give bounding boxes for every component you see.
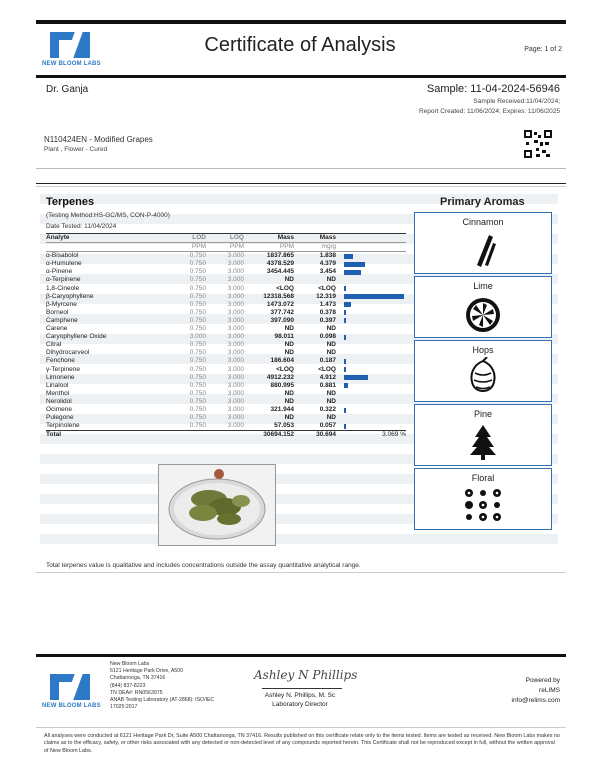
mass-ppm-cell: ND (284, 414, 294, 422)
divider (36, 168, 566, 169)
loq-cell: 3.000 (227, 365, 244, 373)
cinnamon-icon (463, 229, 503, 269)
mass-ppm-cell: <LOQ (276, 284, 294, 292)
analyte-cell: Carene (46, 325, 68, 333)
mass-ppm-cell: 186.604 (270, 357, 294, 365)
lab-anab: ANAB Testing Laboratory (AT-2868): ISO/IEC (110, 697, 215, 704)
table-row (46, 414, 406, 422)
aroma-label: Floral (471, 473, 495, 483)
col-loq: LOQ (206, 234, 244, 243)
terpenes-title: Terpenes (46, 196, 95, 208)
mass-ppm-cell: 377.742 (270, 308, 294, 316)
header-rule (36, 75, 566, 78)
loq-cell: 3.000 (227, 268, 244, 276)
table-row (46, 325, 406, 333)
signer-block (240, 691, 360, 709)
unit-analyte (46, 243, 166, 252)
level-bar (344, 318, 346, 323)
mass-mgg-cell: 1.473 (319, 300, 336, 308)
mass-mgg-cell: 12.319 (316, 292, 336, 300)
signer-title: Laboratory Director (272, 701, 328, 708)
mass-ppm-cell: 57.053 (274, 422, 294, 430)
mass-mgg-cell: 4.912 (319, 373, 336, 381)
aroma-card-floral (414, 468, 552, 530)
loq-cell: 3.000 (227, 260, 244, 268)
logo-text: NEW BLOOM LABS (42, 61, 101, 67)
lod-cell: 0.750 (189, 373, 206, 381)
aroma-card-lime (414, 276, 552, 338)
powered-by-block (512, 676, 561, 706)
analyte-cell: Dihydrocarveol (46, 349, 90, 357)
mass-mgg-cell: 4.379 (319, 260, 336, 268)
table-row (46, 309, 406, 317)
report-dates: Report Created: 11/06/2024; Expires: 11/06/2025 (418, 108, 560, 115)
lod-cell: 0.750 (189, 381, 206, 389)
analyte-cell: Linalool (46, 381, 69, 389)
mass-mgg-cell: 0.322 (319, 405, 336, 413)
pine-icon (463, 421, 503, 461)
page-title: Certificate of Analysis (204, 34, 396, 56)
mass-mgg-cell: 0.187 (319, 357, 336, 365)
aroma-label: Cinnamon (462, 217, 504, 227)
lod-cell: 0.750 (189, 292, 206, 300)
date-tested: Date Tested: 11/04/2024 (46, 223, 117, 230)
footer-rule (36, 654, 566, 657)
lod-cell: 0.750 (189, 308, 206, 316)
col-lod: LOD (166, 234, 206, 243)
level-bar (344, 335, 346, 340)
aroma-card-hops (414, 340, 552, 402)
analyte-cell: Borneol (46, 308, 69, 316)
mass-ppm-cell: ND (284, 349, 294, 357)
table-row (46, 382, 406, 390)
sample-photo (158, 464, 276, 546)
mass-mgg-cell: 0.378 (319, 308, 336, 316)
unit-lod: PPM (166, 243, 206, 252)
mass-ppm-cell: 397.090 (270, 316, 294, 324)
table-row (46, 268, 406, 276)
loq-cell: 3.000 (227, 252, 244, 260)
disclaimer-rule (36, 727, 566, 728)
mass-ppm-cell: ND (284, 397, 294, 405)
loq-cell: 3.000 (227, 276, 244, 284)
mass-mgg-cell: 0.098 (319, 333, 336, 341)
mass-ppm-cell: 98.011 (274, 333, 294, 341)
lod-cell: 0.750 (189, 260, 206, 268)
table-units-row (46, 243, 406, 252)
lod-cell: 0.750 (189, 389, 206, 397)
analyte-cell: γ-Terpinene (46, 365, 80, 373)
analyte-cell: Ocimene (46, 405, 73, 413)
disclaimer: All analyses were conducted at 6121 Heritage Park Dr, Suite A500 Chattanooga, TN 37416. Results published on this certificate relate only to the items tested. Items are tested as received. New Bloom Labs makes no claims as to the efficacy, safety, or other risks associated with any detected or non-detected level of any compounds reported herein. This Certificate shall not be reproduced except in full, without the written approval of New Bloom Labs. (44, 733, 560, 754)
loq-cell: 3.000 (227, 349, 244, 357)
strain-name: N110424EN - Modified Grapes (44, 135, 153, 144)
col-analyte: Analyte (46, 234, 166, 243)
total-label: Total (46, 431, 166, 440)
aroma-card-pine (414, 404, 552, 466)
powered-by-email[interactable]: info@relims.com (511, 697, 560, 704)
analyte-cell: α-Terpinene (46, 276, 81, 284)
director-signature: Ashley N Phillips (254, 668, 358, 682)
mass-ppm-cell: ND (284, 276, 294, 284)
loq-cell: 3.000 (227, 300, 244, 308)
powered-by-name: reLIMS (539, 687, 560, 694)
panel-top-rule-2 (36, 186, 566, 187)
loq-cell: 3.000 (227, 333, 244, 341)
analyte-cell: Limonene (46, 373, 75, 381)
mass-mgg-cell: ND (326, 349, 336, 357)
level-bar (344, 408, 346, 413)
mass-ppm-cell: ND (284, 325, 294, 333)
sample-received: Sample Received:11/04/2024; (473, 98, 560, 105)
table-row (46, 252, 406, 261)
lod-cell: 0.750 (189, 325, 206, 333)
table-row (46, 357, 406, 365)
loq-cell: 3.000 (227, 284, 244, 292)
page-number: Page: 1 of 2 (524, 46, 562, 53)
loq-cell: 3.000 (227, 405, 244, 413)
table-row (46, 422, 406, 431)
loq-cell: 3.000 (227, 422, 244, 430)
lod-cell: 0.750 (189, 405, 206, 413)
total-mgg: 30.694 (294, 431, 336, 440)
analyte-cell: Pulegone (46, 414, 74, 422)
qr-code-icon (524, 130, 552, 158)
mass-ppm-cell: 1837.865 (266, 252, 294, 260)
loq-cell: 3.000 (227, 389, 244, 397)
lab-dea: TN DEA#: RN0563975 (110, 689, 163, 696)
table-row (46, 398, 406, 406)
table-row (46, 301, 406, 309)
table-row (46, 333, 406, 341)
loq-cell: 3.000 (227, 381, 244, 389)
loq-cell: 3.000 (227, 373, 244, 381)
col-mass-mgg: Mass (294, 234, 336, 243)
analyte-cell: α-Pinene (46, 268, 73, 276)
level-bar (344, 424, 346, 429)
terpenes-footnote: Total terpenes value is qualitative and includes concentrations outside the assay quantitative analytical range. (46, 562, 361, 569)
lod-cell: 0.750 (189, 300, 206, 308)
mass-mgg-cell: 3.454 (319, 268, 336, 276)
unit-loq: PPM (206, 243, 244, 252)
mass-ppm-cell: 3454.445 (266, 268, 294, 276)
footer-logo (50, 674, 90, 700)
signer-name: Ashley N. Phillips, M. Sc (264, 692, 336, 699)
level-bar (344, 310, 346, 315)
mass-ppm-cell: ND (284, 389, 294, 397)
lod-cell: 0.750 (189, 357, 206, 365)
mass-mgg-cell: ND (326, 325, 336, 333)
terpenes-table-body (46, 252, 406, 431)
analyte-cell: Fenchone (46, 357, 75, 365)
loq-cell: 3.000 (227, 341, 244, 349)
lod-cell: 0.750 (189, 276, 206, 284)
mass-mgg-cell: ND (326, 397, 336, 405)
level-bar (344, 375, 368, 380)
table-row (46, 341, 406, 349)
lab-address (110, 661, 214, 711)
analyte-cell: Terpinolene (46, 422, 80, 430)
aroma-label: Hops (472, 345, 494, 355)
aroma-label: Pine (473, 409, 492, 419)
hops-icon (463, 357, 503, 397)
lab-phone: (844) 837-8223 (110, 682, 146, 689)
aroma-card-cinnamon (414, 212, 552, 274)
table-row (46, 276, 406, 284)
mass-mgg-cell: 0.881 (319, 381, 336, 389)
mass-ppm-cell: <LOQ (276, 365, 294, 373)
lod-cell: 0.750 (189, 341, 206, 349)
signature-line (262, 688, 342, 689)
table-row (46, 390, 406, 398)
table-row (46, 406, 406, 414)
panel-top-rule (36, 183, 566, 184)
mass-mgg-cell: <LOQ (318, 365, 336, 373)
lod-cell: 0.750 (189, 349, 206, 357)
lod-cell: 0.750 (189, 414, 206, 422)
mass-ppm-cell: ND (284, 341, 294, 349)
analyte-cell: Camphene (46, 316, 78, 324)
footer-logo-text: NEW BLOOM LABS (42, 703, 101, 709)
table-header-row (46, 234, 406, 243)
footnote-rule (36, 572, 566, 573)
top-rule (36, 20, 566, 24)
analyte-cell: α-Humulene (46, 260, 82, 268)
lod-cell: 0.750 (189, 365, 206, 373)
analyte-cell: Menthol (46, 389, 70, 397)
loq-cell: 3.000 (227, 325, 244, 333)
mass-mgg-cell: ND (326, 389, 336, 397)
lod-cell: 0.750 (189, 397, 206, 405)
mass-ppm-cell: 4912.232 (266, 373, 294, 381)
analyte-cell: β-Myrcene (46, 300, 77, 308)
mass-ppm-cell: 12318.568 (263, 292, 294, 300)
floral-icon (463, 485, 503, 525)
analyte-cell: Citral (46, 341, 62, 349)
table-row (46, 366, 406, 374)
level-bar (344, 359, 346, 364)
loq-cell: 3.000 (227, 292, 244, 300)
mass-ppm-cell: 1473.072 (266, 300, 294, 308)
mass-mgg-cell: 0.057 (319, 422, 336, 430)
powered-by-label: Powered by (525, 677, 560, 684)
col-bar (336, 234, 406, 243)
analyte-cell: 1,8-Cineole (46, 284, 80, 292)
lod-cell: 3.000 (189, 333, 206, 341)
level-bar (344, 367, 346, 372)
unit-mgg: mg/g (294, 243, 336, 252)
level-bar (344, 270, 361, 275)
total-ppm: 30694.152 (244, 431, 294, 440)
level-bar (344, 383, 348, 388)
address-line-1: 6121 Heritage Park Drive, A500 (110, 668, 183, 675)
mass-ppm-cell: 880.995 (270, 381, 294, 389)
table-row (46, 293, 406, 301)
table-row (46, 317, 406, 325)
level-bar (344, 254, 353, 259)
testing-method: (Testing Method:HS-GC/MS, CON-P-4000) (46, 212, 170, 219)
loq-cell: 3.000 (227, 414, 244, 422)
total-percent: 3.069 % (336, 431, 406, 440)
client-name: Dr. Ganja (46, 84, 89, 95)
lod-cell: 0.750 (189, 316, 206, 324)
mass-mgg-cell: ND (326, 341, 336, 349)
analyte-cell: α-Bisabolol (46, 252, 79, 260)
loq-cell: 3.000 (227, 357, 244, 365)
mass-mgg-cell: 0.397 (319, 316, 336, 324)
level-bar (344, 286, 346, 291)
analyte-cell: β-Caryophyllene (46, 292, 94, 300)
aroma-label: Lime (473, 281, 493, 291)
level-bar (344, 262, 365, 267)
analyte-cell: Caryophyllene Oxide (46, 333, 107, 341)
lime-icon (463, 293, 503, 333)
mass-mgg-cell: ND (326, 276, 336, 284)
loq-cell: 3.000 (227, 316, 244, 324)
table-row (46, 374, 406, 382)
mass-ppm-cell: 4378.529 (266, 260, 294, 268)
lod-cell: 0.750 (189, 422, 206, 430)
sample-id: Sample: 11-04-2024-56946 (426, 83, 560, 95)
level-bar (344, 294, 404, 299)
loq-cell: 3.000 (227, 308, 244, 316)
primary-aromas-title: Primary Aromas (440, 196, 525, 208)
lab-name: New Bloom Labs (110, 661, 150, 667)
col-mass-ppm: Mass (244, 234, 294, 243)
mass-ppm-cell: 321.944 (270, 405, 294, 413)
mass-mgg-cell: <LOQ (318, 284, 336, 292)
level-bar (344, 302, 351, 307)
sample-matrix: Plant , Flower - Cured (44, 146, 108, 153)
terpenes-table (46, 233, 406, 439)
analyte-cell: Nerolidol (46, 397, 72, 405)
lab-iso: 17025:2017 (110, 704, 138, 711)
loq-cell: 3.000 (227, 397, 244, 405)
lod-cell: 0.750 (189, 284, 206, 292)
mass-mgg-cell: ND (326, 414, 336, 422)
table-row (46, 260, 406, 268)
total-row (46, 431, 406, 440)
lod-cell: 0.750 (189, 268, 206, 276)
table-row (46, 285, 406, 293)
address-line-2: Chattanooga, TN 37416 (110, 675, 166, 682)
mass-mgg-cell: 1.838 (319, 252, 336, 260)
table-row (46, 349, 406, 357)
unit-ppm: PPM (244, 243, 294, 252)
lod-cell: 0.750 (189, 252, 206, 260)
